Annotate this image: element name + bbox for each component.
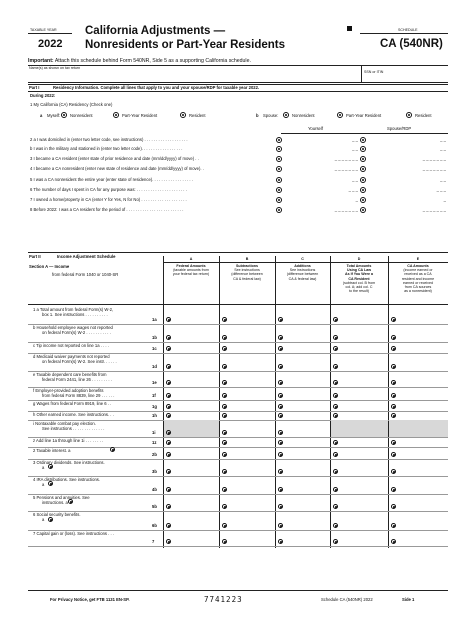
cell-1b-A[interactable] — [166, 335, 171, 340]
row-code-1g: 1g — [152, 404, 157, 409]
spouse-answer-4[interactable]: _ _ — [440, 177, 446, 182]
yourself-answer-2[interactable]: _ _ _ _ _ _ _ — [334, 156, 358, 161]
cell-3b-D[interactable] — [333, 469, 338, 474]
cell-2b-D[interactable] — [333, 452, 338, 457]
cell-1g-B[interactable] — [222, 404, 227, 409]
cell-1c-D[interactable] — [333, 346, 338, 351]
yourself-answer-0[interactable]: _ _ — [352, 137, 358, 142]
row-text-6b: 6 Social security benefits. — [33, 512, 81, 517]
row-text-3b: 3 Ordinary dividends. See instructions. — [33, 460, 105, 465]
cell-5b-A[interactable] — [166, 504, 171, 509]
col-divider-4 — [388, 256, 389, 548]
yourself-answer-3[interactable]: _ _ _ _ _ _ _ — [334, 166, 358, 171]
cell-1e-E[interactable] — [391, 380, 396, 385]
col-divider-0 — [163, 256, 164, 548]
cell-1i-A[interactable] — [166, 430, 171, 435]
cell-4b-A[interactable] — [166, 487, 171, 492]
during-year: During 2022: — [30, 93, 56, 98]
cell-5b-E[interactable] — [391, 504, 396, 509]
spouse-line-marker-4 — [360, 177, 366, 183]
spouse-nonresident-radio[interactable] — [283, 112, 289, 118]
part1-line-2: 3 I became a CA resident (enter state of prior residence and date (mm/dd/yyyy) of move) . . — [30, 156, 199, 161]
side-number: Side 1 — [402, 597, 415, 602]
spouse-resident-radio[interactable] — [406, 112, 412, 118]
cell-2b-B[interactable] — [222, 452, 227, 457]
col-desc-D: (subtract col. B from col. A; add col. C to the result) — [342, 280, 376, 294]
row-text-1e: e Taxable dependent care benefits from — [33, 372, 107, 377]
cell-1c-A[interactable] — [166, 346, 171, 351]
col-title-C: Additions — [294, 264, 311, 268]
row-text2-1a: box 1. See instructions . . . . . . . . . . — [42, 312, 108, 317]
row-text-1z: z Add line 1a through line 1i . . . . . . . . — [33, 438, 104, 443]
col-desc-A: (taxable amounts from your federal tax return) — [172, 268, 210, 277]
row-text-1f: f Employer-provided adoption benefits — [33, 388, 104, 393]
cell-1a-A[interactable] — [166, 317, 171, 322]
cell-6b-C[interactable] — [278, 523, 283, 528]
cell-7-A[interactable] — [166, 539, 171, 544]
part1-line-marker-4 — [276, 177, 282, 183]
spouse-line-marker-6 — [360, 197, 366, 203]
cell-1z-B[interactable] — [222, 440, 227, 445]
cell-1h-D[interactable] — [333, 413, 338, 418]
cell-6b-B[interactable] — [222, 523, 227, 528]
cell-4b-B[interactable] — [222, 487, 227, 492]
cell-1i-C[interactable] — [278, 430, 283, 435]
spouse-answer-2[interactable]: _ _ _ _ _ _ _ — [422, 156, 446, 161]
part1-line-marker-5 — [276, 187, 282, 193]
header-letter-line — [163, 262, 448, 263]
cell-1d-B[interactable] — [222, 364, 227, 369]
part1-line-marker-2 — [276, 156, 282, 162]
col-divider-1 — [219, 256, 220, 548]
cell-4b-C[interactable] — [278, 487, 283, 492]
spouse-partyear-label: Part-Year Resident — [346, 113, 382, 118]
header-bottom-line — [28, 304, 448, 305]
cell-1a-D[interactable] — [333, 317, 338, 322]
cell-3b-C[interactable] — [278, 469, 283, 474]
row-text2-1b: on federal Form(s) W-2 . . . . . . . . . . . — [42, 330, 111, 335]
row-code-5b: 5b — [152, 504, 157, 509]
cell-5b-B[interactable] — [222, 504, 227, 509]
cell-7-D[interactable] — [333, 539, 338, 544]
corner-mark — [347, 26, 352, 31]
cell-1b-B[interactable] — [222, 335, 227, 340]
spouse-resident-label: Resident — [415, 113, 432, 118]
myself-resident-label: Resident — [189, 113, 206, 118]
row-text2-1f: from federal Form 8839, line 29 . . . . . . — [42, 393, 115, 398]
cell-1b-E[interactable] — [391, 335, 396, 340]
input-6a[interactable] — [48, 517, 53, 522]
cell-1e-D[interactable] — [333, 380, 338, 385]
cell-2b-A[interactable] — [166, 452, 171, 457]
part1-line-1: b I was in the military and stationed in (enter two letter code). . . . . . . . . . . . . . . . . . — [30, 146, 183, 151]
row-text-4b: 4 IRA distributions. See instructions. — [33, 477, 101, 482]
col-desc-C: See instructions (difference between CA & federal law) — [286, 268, 319, 281]
cell-1b-C[interactable] — [278, 335, 283, 340]
row-code-1c: 1c — [152, 346, 157, 351]
input-3a[interactable] — [48, 464, 53, 469]
spouse-answer-6[interactable]: _ — [443, 197, 446, 202]
row-text-1c: c Tip income not reported on line 1a . . . . — [33, 343, 109, 348]
col-letter-D: D — [357, 257, 361, 261]
section-a-title: Section A — Income — [29, 264, 70, 269]
yourself-answer-4[interactable]: _ _ — [352, 177, 358, 182]
col-divider-3 — [330, 256, 331, 548]
cell-1e-B[interactable] — [222, 380, 227, 385]
col-letter-A: A — [189, 257, 193, 261]
spouse-partyear-radio[interactable] — [337, 112, 343, 118]
from-federal-label: from federal Form 1040 or 1040-SR — [52, 272, 119, 277]
cell-1d-E[interactable] — [391, 364, 396, 369]
yourself-answer-1[interactable]: _ _ — [352, 146, 358, 151]
part1-line-6: 7 I owned a home/property in CA (enter Y for Yes, N for No) . . . . . . . . . . . . . . . . . . . . — [30, 197, 187, 202]
row-text2-6b: a — [42, 517, 45, 522]
spouse-line-marker-5 — [360, 187, 366, 193]
spouse-nonresident-label: Nonresident — [292, 113, 315, 118]
row-code-1f: 1f — [152, 393, 156, 398]
row-line-4b — [28, 494, 448, 495]
row-text-1d: d Medicaid waiver payments not reported — [33, 354, 110, 359]
spouse-answer-5[interactable]: _ _ _ — [436, 187, 446, 192]
col-divider-2 — [275, 256, 276, 548]
row-line-1z — [28, 447, 448, 448]
row-text-1b: b Household employee wages not reported — [33, 325, 113, 330]
spouse-answer-3[interactable]: _ _ _ _ _ _ _ — [422, 166, 446, 171]
row-code-3b: 3b — [152, 469, 157, 474]
row-text-1a: 1 a Total amount from federal Form(s) W-2, — [33, 307, 114, 312]
part1-label: Part I — [29, 85, 40, 90]
cell-3b-B[interactable] — [222, 469, 227, 474]
spouse-line-marker-7 — [360, 207, 366, 213]
row-code-1z: 1z — [152, 440, 157, 445]
row-code-1e: 1e — [152, 380, 157, 385]
row-text-5b: 5 Pensions and annuities. See — [33, 495, 90, 500]
row-code-7: 7 — [152, 539, 155, 544]
cell-1c-E[interactable] — [391, 346, 396, 351]
row-text2-3b: a — [42, 465, 45, 470]
ssn-field[interactable] — [362, 66, 448, 82]
row-code-1i: 1i — [152, 430, 156, 435]
myself-nonresident-radio[interactable] — [61, 112, 67, 118]
cell-2b-E[interactable] — [391, 452, 396, 457]
yourself-answer-5[interactable]: _ _ _ — [348, 187, 358, 192]
ssn-field-label: SSN or ITIN — [364, 70, 384, 74]
input-4a[interactable] — [48, 481, 53, 486]
yourself-answer-6[interactable]: _ — [355, 197, 358, 202]
spouse-line-marker-2 — [360, 156, 366, 162]
cell-1h-C[interactable] — [278, 413, 283, 418]
row-code-4b: 4b — [152, 487, 157, 492]
cell-1e-A[interactable] — [166, 380, 171, 385]
part1-line-4: 5 I was a CA nonresident the entire year (enter state of residence). . . . . . . . . . . . . . . . . . — [30, 177, 193, 182]
row-text-7: 7 Capital gain or (loss). See instructions . . . — [33, 531, 114, 536]
col-letter-E: E — [416, 257, 420, 261]
part2-title: Income Adjustment Schedule — [57, 254, 116, 259]
cell-1f-B[interactable] — [222, 393, 227, 398]
part1-line-5: 6 The number of days I spent in CA for any purpose was: . . . . . . . . . . . . . . . . . . . . . . — [30, 187, 187, 192]
part1-line-marker-3 — [276, 166, 282, 172]
cell-1a-B[interactable] — [222, 317, 227, 322]
cell-6b-D[interactable] — [333, 523, 338, 528]
tax-year: 2022 — [38, 38, 63, 50]
form-title-line2: Nonresidents or Part-Year Residents — [85, 39, 286, 51]
cell-1d-C[interactable] — [278, 364, 283, 369]
spouse-line-marker-3 — [360, 166, 366, 172]
cell-1f-D[interactable] — [333, 393, 338, 398]
cell-7-E[interactable] — [391, 539, 396, 544]
col-title-B: Subtractions — [236, 264, 258, 268]
barcode-number: 7741223 — [204, 595, 243, 604]
cell-1d-D[interactable] — [333, 364, 338, 369]
cell-1z-C[interactable] — [278, 440, 283, 445]
cell-6b-A[interactable] — [166, 523, 171, 528]
privacy-notice: For Privacy Notice, get FTB 1131 EN-SP. — [50, 597, 130, 602]
cell-5b-C[interactable] — [278, 504, 283, 509]
myself-partyear-radio[interactable] — [113, 112, 119, 118]
myself-partyear-label: Part-Year Resident — [122, 113, 158, 118]
cell-1a-C[interactable] — [278, 317, 283, 322]
col-letter-C: C — [301, 257, 304, 261]
cell-7-C[interactable] — [278, 539, 283, 544]
cell-1b-D[interactable] — [333, 335, 338, 340]
cell-1f-E[interactable] — [391, 393, 396, 398]
row-line-7 — [28, 546, 448, 547]
cell-1c-C[interactable] — [278, 346, 283, 351]
cell-3b-A[interactable] — [166, 469, 171, 474]
row-text2-1i: See instructions . . . . . . . . . . . . . . — [42, 426, 105, 431]
part1-line-7: 8 Before 2022: I was a CA resident for the period of . . . . . . . . . . . . . . . . . . . . . . . . . — [30, 207, 184, 212]
name-field-label: Name(s) as shown on tax return — [29, 66, 81, 70]
line1b-label: b — [256, 113, 259, 118]
yourself-answer-7[interactable]: _ _ _ _ _ _ _ — [334, 207, 358, 212]
form-reference: Schedule CA (540NR) 2022 — [321, 597, 373, 602]
part1-line-marker-6 — [276, 197, 282, 203]
cell-1f-C[interactable] — [278, 393, 283, 398]
part1-title: Residency Information. Complete all lines that apply to you and your spouse/RDP for taxable year 2022. — [53, 85, 260, 90]
row-code-2b: 2b — [152, 452, 157, 457]
myself-resident-radio[interactable] — [180, 112, 186, 118]
cell-1e-C[interactable] — [278, 380, 283, 385]
part1-line-marker-1 — [276, 146, 282, 152]
line1a-label: a — [40, 113, 43, 118]
col-title-D: Total Amounts Using CA Law As If You Were a CA Resident — [345, 264, 373, 281]
cell-1z-E[interactable] — [391, 440, 396, 445]
col-desc-E: (income earned or received as a CA resident and income earned or received from CA sources as a nonresident) — [401, 268, 435, 294]
row-code-1d: 1d — [152, 364, 157, 369]
cell-7-B[interactable] — [222, 539, 227, 544]
col-title-E: CA Amounts — [407, 264, 429, 268]
cell-1a-E[interactable] — [391, 317, 396, 322]
row-code-1a: 1a — [152, 317, 157, 322]
row-code-1b: 1b — [152, 335, 157, 340]
cell-1i-B[interactable] — [222, 430, 227, 435]
row-code-6b: 6b — [152, 523, 157, 528]
cell-1g-A[interactable] — [166, 404, 171, 409]
row-text2-1d: on federal Form(s) W-2. See instr. . . . . . — [42, 359, 117, 364]
cell-1g-E[interactable] — [391, 404, 396, 409]
input-5a[interactable] — [68, 499, 73, 504]
row-text2-1e: federal Form 2441, line 26 . . . . . . . . . — [42, 377, 112, 382]
spouse-answer-1[interactable]: _ _ — [440, 146, 446, 151]
col-letter-B: B — [245, 257, 249, 261]
taxable-year-label: TAXABLE YEAR — [30, 28, 57, 32]
row-text-1g: g Wages from federal Form 8919, line 6 . . — [33, 401, 112, 406]
important-note: Important: Attach this schedule behind Form 540NR, Side 5 as a supporting California schedule. — [28, 58, 251, 64]
row-code-1h: 1h — [152, 413, 157, 418]
cell-1d-A[interactable] — [166, 364, 171, 369]
spouse-line-marker-0 — [360, 137, 366, 143]
schedule-label: SCHEDULE — [398, 28, 418, 32]
part1-line-0: 2 a I was domiciled in (enter two letter code, see instructions) . . . . . . . . . . . . . . . . . . . — [30, 137, 188, 142]
cell-1h-A[interactable] — [166, 413, 171, 418]
line1-text: 1 My California (CA) Residency (Check one) — [30, 102, 113, 107]
cell-3b-E[interactable] — [391, 469, 396, 474]
input-2a[interactable] — [110, 447, 115, 452]
spouse-answer-7[interactable]: _ _ _ _ _ _ _ — [422, 207, 446, 212]
cell-1g-C[interactable] — [278, 404, 283, 409]
cell-1c-B[interactable] — [222, 346, 227, 351]
row-text2-4b: a — [42, 482, 45, 487]
spouse-line-marker-1 — [360, 146, 366, 152]
cell-1f-A[interactable] — [166, 393, 171, 398]
row-text-1i: i Nontaxable combat pay election. — [33, 421, 96, 426]
cell-2b-C[interactable] — [278, 452, 283, 457]
cell-5b-D[interactable] — [333, 504, 338, 509]
form-title-line1: California Adjustments — — [85, 25, 226, 37]
cell-4b-D[interactable] — [333, 487, 338, 492]
spouse-label: Spouse: — [263, 113, 279, 118]
cell-shaded-1i-4 — [389, 420, 448, 437]
cell-1z-D[interactable] — [333, 440, 338, 445]
myself-nonresident-label: Nonresident — [70, 113, 93, 118]
cell-1z-A[interactable] — [166, 440, 171, 445]
cell-6b-E[interactable] — [391, 523, 396, 528]
row-text-1h: h Other earned income. See instructions. . . — [33, 412, 114, 417]
yourself-header: Yourself — [308, 126, 323, 131]
cell-1h-E[interactable] — [391, 413, 396, 418]
cell-4b-E[interactable] — [391, 487, 396, 492]
cell-shaded-1i-3 — [331, 420, 388, 437]
part1-line-3: 4 I became a CA nonresident (enter new state of residence and date (mm/dd/yyyy) of move). . — [30, 166, 204, 171]
cell-shaded-1i-0 — [164, 420, 219, 437]
col-title-A: Federal Amounts — [176, 264, 206, 268]
col-desc-B: See instructions (difference between CA & federal law) — [231, 268, 263, 281]
cell-1g-D[interactable] — [333, 404, 338, 409]
spouse-answer-0[interactable]: _ _ — [440, 137, 446, 142]
cell-1h-B[interactable] — [222, 413, 227, 418]
part1-line-marker-7 — [276, 207, 282, 213]
part2-label: Part II — [29, 254, 41, 259]
form-name: CA (540NR) — [380, 38, 443, 50]
row-text-2b: 2 Taxable interest. a — [33, 448, 71, 453]
name-field[interactable] — [28, 66, 358, 82]
row-text2-5b: instructions. a — [42, 500, 68, 505]
spouse-header: Spouse/RDP — [387, 126, 412, 131]
row-line-5b — [28, 511, 448, 512]
part1-line-marker-0 — [276, 137, 282, 143]
myself-label: Myself: — [47, 113, 61, 118]
